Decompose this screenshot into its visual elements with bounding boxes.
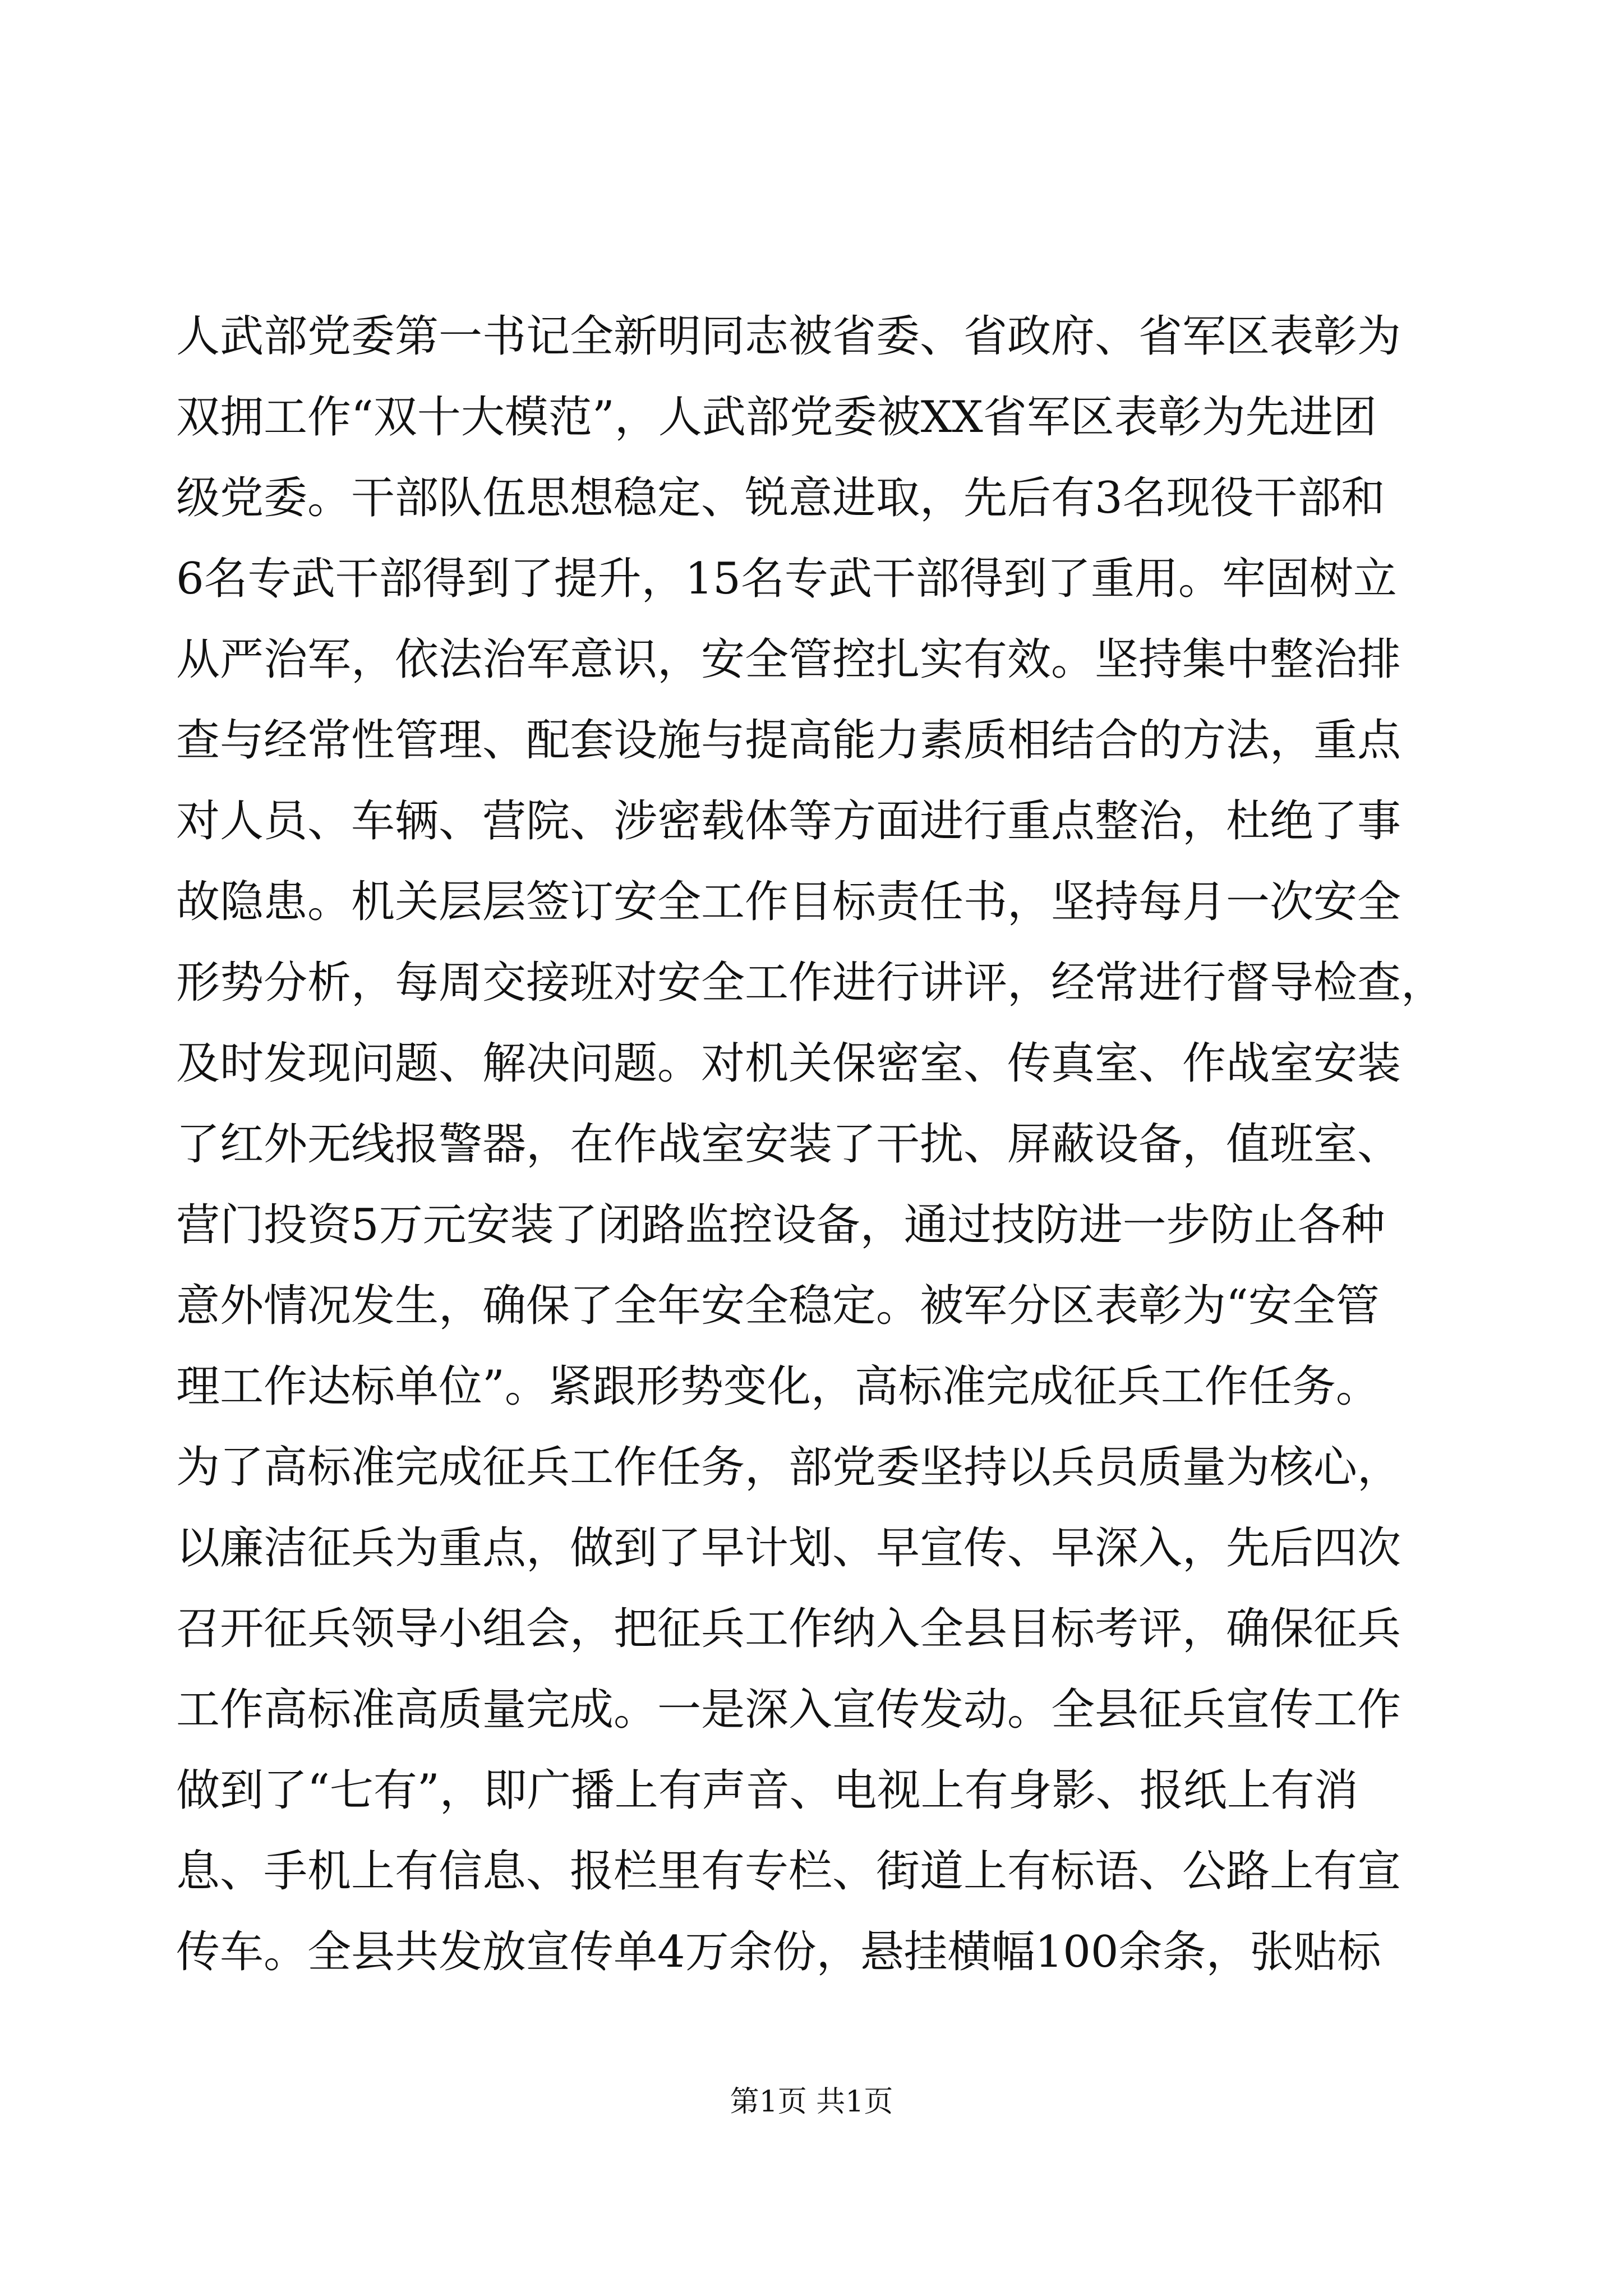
body-paragraph xyxy=(176,296,1449,1993)
text-line: 工作高标准高质量完成。一是深入宣传发动。全县征兵宣传工作 xyxy=(176,1685,1401,1735)
text-line: 意外情况发生，确保了全年安全稳定。被军分区表彰为“安全管 xyxy=(176,1281,1380,1331)
text-line: 及时发现问题、解决问题。对机关保密室、传真室、作战室安装 xyxy=(176,1038,1401,1089)
text-line: 人武部党委第一书记全新明同志被省委、省政府、省军区表彰为 xyxy=(176,311,1401,362)
text-line: 级党委。干部队伍思想稳定、锐意进取，先后有3名现役干部和 xyxy=(176,473,1385,523)
text-line: 从严治军，依法治军意识，安全管控扎实有效。坚持集中整治排 xyxy=(176,634,1401,685)
text-line: 了红外无线报警器，在作战室安装了干扰、屏蔽设备，值班室、 xyxy=(176,1119,1401,1170)
text-line: 形势分析，每周交接班对安全工作进行讲评，经常进行督导检查， xyxy=(176,958,1445,1008)
text-line: 做到了“七有”，即广播上有声音、电视上有身影、报纸上有消 xyxy=(176,1765,1358,1816)
text-line: 营门投资5万元安装了闭路监控设备，通过技防进一步防止各种 xyxy=(176,1200,1385,1250)
text-line: 以廉洁征兵为重点，做到了早计划、早宣传、早深入，先后四次 xyxy=(176,1523,1401,1573)
text-line: 对人员、车辆、营院、涉密载体等方面进行重点整治，杜绝了事 xyxy=(176,796,1401,846)
text-line: 理工作达标单位”。紧跟形势变化，高标准完成征兵工作任务。 xyxy=(176,1361,1380,1412)
text-line: 双拥工作“双十大模范”，人武部党委被XX省军区表彰为先进团 xyxy=(176,392,1377,443)
text-line: 故隐患。机关层层签订安全工作目标责任书，坚持每月一次安全 xyxy=(176,877,1401,927)
text-line: 召开征兵领导小组会，把征兵工作纳入全县目标考评，确保征兵 xyxy=(176,1604,1401,1654)
text-line: 息、手机上有信息、报栏里有专栏、街道上有标语、公路上有宣 xyxy=(176,1846,1401,1897)
text-line: 查与经常性管理、配套设施与提高能力素质相结合的方法，重点 xyxy=(176,715,1401,766)
page-number-footer: 第1页 共1页 xyxy=(730,2085,893,2119)
text-line: 传车。全县共发放宣传单4万余份，悬挂横幅100余条，张贴标 xyxy=(176,1927,1381,1977)
text-line: 6名专武干部得到了提升，15名专武干部得到了重用。牢固树立 xyxy=(176,554,1397,604)
text-line: 为了高标准完成征兵工作任务，部党委坚持以兵员质量为核心， xyxy=(176,1442,1401,1493)
